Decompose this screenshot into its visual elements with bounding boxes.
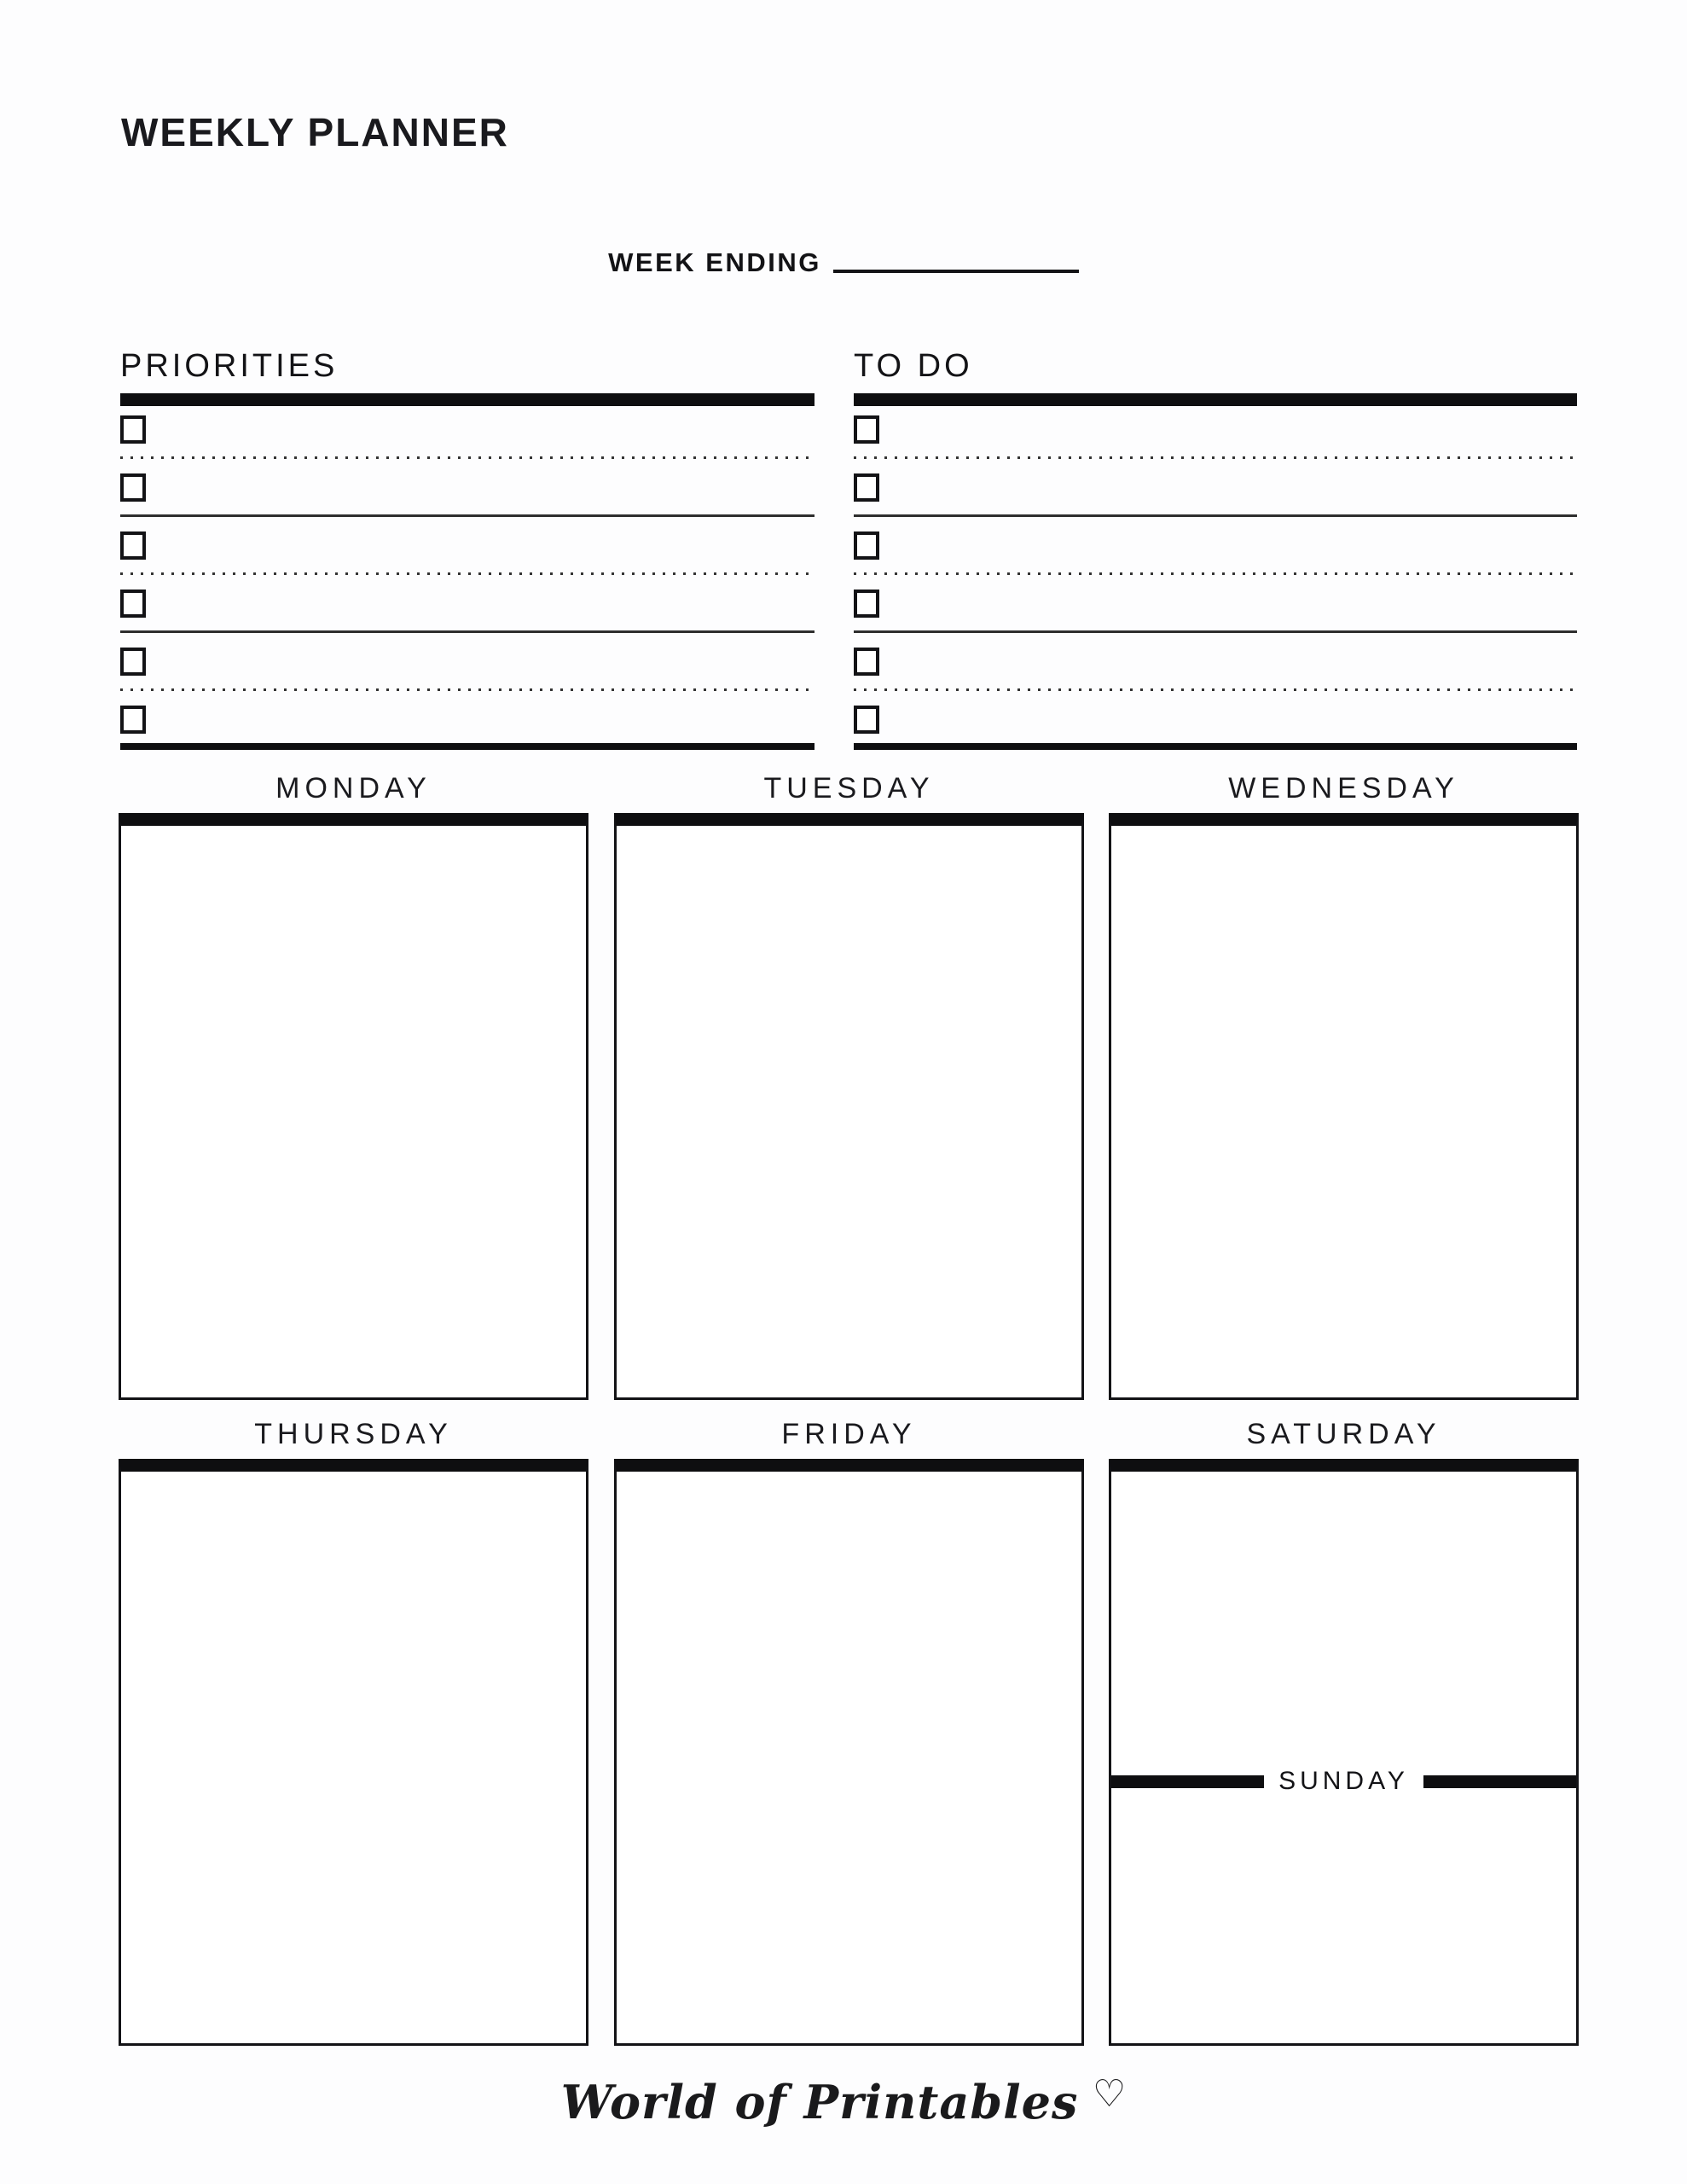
todo-title: TO DO <box>854 348 973 384</box>
saturday-column <box>1109 1410 1579 2046</box>
priorities-top-bar <box>120 393 815 406</box>
saturday-label: SATURDAY <box>1246 1418 1441 1450</box>
week-ending-row <box>0 247 1687 278</box>
priorities-row-6 <box>120 706 815 764</box>
monday-column <box>119 764 588 1400</box>
priorities-row-5 <box>120 648 815 706</box>
checkbox-icon[interactable] <box>854 648 879 676</box>
thursday-column <box>119 1410 588 2046</box>
todo-write-line-5[interactable] <box>854 688 1577 691</box>
todo-write-line-3[interactable] <box>854 572 1577 575</box>
priorities-title: PRIORITIES <box>120 348 339 384</box>
friday-label: FRIDAY <box>781 1418 917 1450</box>
tuesday-label: TUESDAY <box>763 772 935 804</box>
checkbox-icon[interactable] <box>120 590 146 618</box>
week-ending-fill-in-line[interactable] <box>833 270 1079 273</box>
priorities-write-line-1[interactable] <box>120 456 815 459</box>
todo-bottom-bar <box>854 743 1577 750</box>
checkbox-icon[interactable] <box>120 415 146 444</box>
priorities-bottom-bar <box>120 743 815 750</box>
checkbox-icon[interactable] <box>854 706 879 734</box>
checkbox-icon[interactable] <box>120 473 146 502</box>
footer <box>0 2072 1687 2129</box>
tuesday-notes-area[interactable] <box>614 813 1084 1400</box>
thursday-label: THURSDAY <box>254 1418 453 1450</box>
sunday-divider-bar-right <box>1423 1775 1576 1788</box>
checkbox-icon[interactable] <box>854 473 879 502</box>
monday-notes-area[interactable] <box>119 813 588 1400</box>
heart-icon: ♡ <box>1092 2072 1127 2116</box>
priorities-rows <box>120 415 815 764</box>
todo-row-5 <box>854 648 1577 706</box>
todo-row-6 <box>854 706 1577 764</box>
todo-rows <box>854 415 1577 764</box>
priorities-row-1 <box>120 415 815 473</box>
checkbox-icon[interactable] <box>854 531 879 560</box>
thursday-notes-area[interactable] <box>119 1459 588 2046</box>
checkbox-icon[interactable] <box>854 590 879 618</box>
wednesday-label: WEDNESDAY <box>1228 772 1459 804</box>
checkbox-icon[interactable] <box>120 648 146 676</box>
priorities-row-4 <box>120 590 815 648</box>
tuesday-column <box>614 764 1084 1400</box>
week-ending-label: WEEK ENDING <box>608 247 821 277</box>
friday-notes-area[interactable] <box>614 1459 1084 2046</box>
todo-row-4 <box>854 590 1577 648</box>
checkbox-icon[interactable] <box>120 706 146 734</box>
todo-row-1 <box>854 415 1577 473</box>
wednesday-column <box>1109 764 1579 1400</box>
sunday-divider <box>1111 1767 1576 1796</box>
todo-write-line-4[interactable] <box>854 630 1577 633</box>
todo-top-bar <box>854 393 1577 406</box>
brand-logo-text: World of Printables <box>560 2075 1079 2129</box>
saturday-notes-area[interactable] <box>1109 1459 1579 2046</box>
todo-row-3 <box>854 531 1577 590</box>
todo-write-line-1[interactable] <box>854 456 1577 459</box>
priorities-write-line-3[interactable] <box>120 572 815 575</box>
friday-column <box>614 1410 1084 2046</box>
sunday-label: SUNDAY <box>1278 1767 1409 1795</box>
sunday-divider-bar-left <box>1111 1775 1264 1788</box>
page-title: WEEKLY PLANNER <box>121 110 509 154</box>
wednesday-notes-area[interactable] <box>1109 813 1579 1400</box>
priorities-write-line-5[interactable] <box>120 688 815 691</box>
checkbox-icon[interactable] <box>854 415 879 444</box>
priorities-write-line-4[interactable] <box>120 630 815 633</box>
checkbox-icon[interactable] <box>120 531 146 560</box>
todo-write-line-2[interactable] <box>854 514 1577 517</box>
priorities-row-2 <box>120 473 815 531</box>
monday-label: MONDAY <box>275 772 432 804</box>
priorities-row-3 <box>120 531 815 590</box>
todo-row-2 <box>854 473 1577 531</box>
todo-section <box>854 345 1577 756</box>
priorities-section <box>120 345 815 756</box>
priorities-write-line-2[interactable] <box>120 514 815 517</box>
